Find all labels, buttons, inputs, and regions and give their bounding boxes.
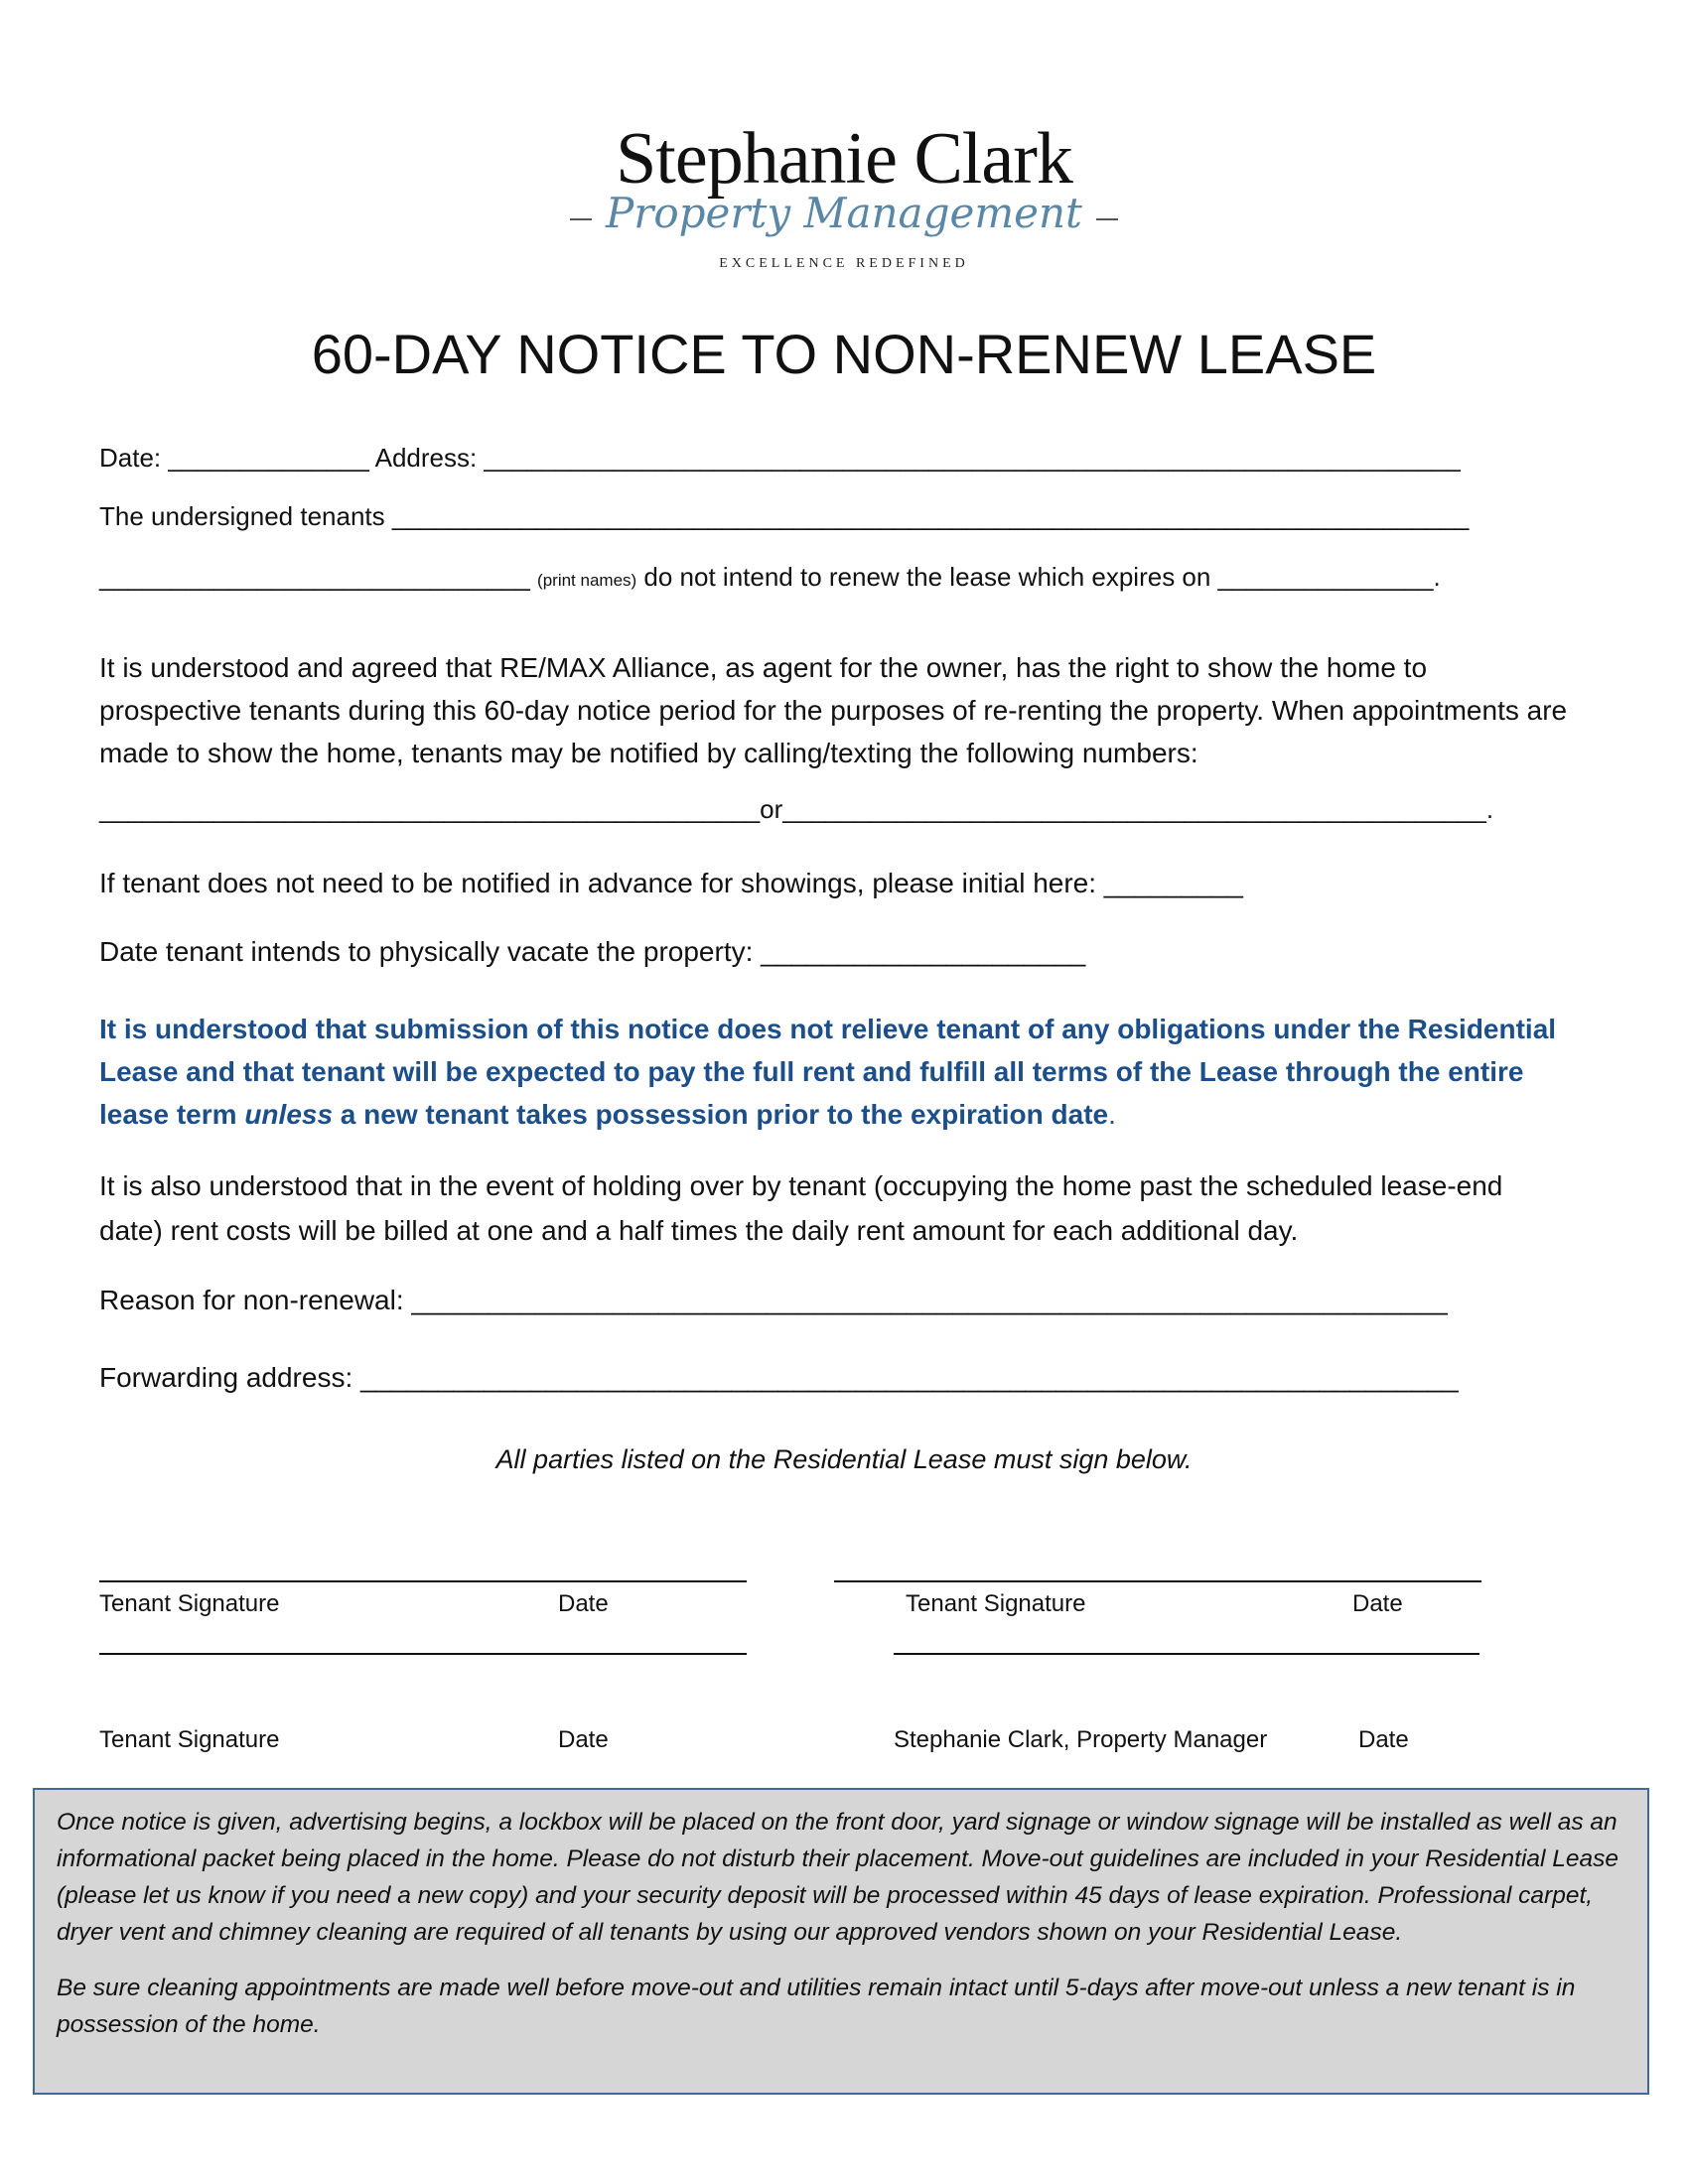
obligations-period: .	[1108, 1099, 1116, 1130]
tenant-signature-label-3: Tenant Signature	[99, 1726, 280, 1753]
logo-name: Stephanie Clark	[616, 118, 1072, 200]
tenants-field[interactable]: The undersigned tenants ___________________________________________________________________________	[99, 501, 1470, 531]
tenant-signature-line-3[interactable]	[99, 1653, 747, 1655]
obligations-notice	[99, 1008, 1569, 1136]
manager-signature-line[interactable]	[894, 1653, 1479, 1655]
logo-subtitle-row	[0, 189, 1688, 237]
tenant-signature-label-1: Tenant Signature	[99, 1590, 280, 1617]
obligations-emphasis: unless	[244, 1099, 334, 1130]
date-label-1: Date	[558, 1590, 609, 1617]
phone-numbers-field[interactable]: ______________________________________________or_________________________________________________.	[99, 794, 1494, 824]
manager-signature-label: Stephanie Clark, Property Manager	[894, 1726, 1268, 1753]
showing-agreement-paragraph: It is understood and agreed that RE/MAX Alliance, as agent for the owner, has the right to show the home to prospective tenants during this 60-day notice period for the purposes of re-renting the property. When appointments are made to show the home, tenants may be notified by calling/texting the following numbers:	[99, 652, 1568, 768]
initial-field[interactable]: If tenant does not need to be notified in advance for showings, please initial here: _________	[99, 868, 1243, 898]
print-names-label: (print names)	[537, 571, 637, 590]
move-out-info-box	[33, 1788, 1649, 2095]
obligations-text-1: It is understood that submission of this notice does not relieve tenant of any obligations under the Residential Lease and that tenant will be expected to pay the full rent and fulfill all terms of the Lease through the entire lease term	[99, 1014, 1557, 1130]
reason-field[interactable]: Reason for non-renewal: ___________________________________________________________________	[99, 1285, 1448, 1315]
tenant-signature-line-1[interactable]	[99, 1580, 747, 1582]
print-names-blank[interactable]: ______________________________	[99, 562, 530, 592]
page-title: 60-DAY NOTICE TO NON-RENEW LEASE	[311, 323, 1377, 385]
forwarding-address-field[interactable]: Forwarding address: _______________________________________________________________________	[99, 1362, 1459, 1393]
holdover-paragraph: It is also understood that in the event of holding over by tenant (occupying the home past the scheduled lease-end date) rent costs will be billed at one and a half times the daily rent amount for each additional day.	[99, 1170, 1503, 1246]
move-out-info-paragraph-1: Once notice is given, advertising begins, a lockbox will be placed on the front door, yard signage or window signage will be installed as well as an informational packet being placed in the home. Please do not disturb their placement. Move-out guidelines are included in your Residential Lease (please let us know if you need a new copy) and your security deposit will be processed within 45 days of lease expiration. Professional carpet, dryer vent and chimney cleaning are required of all tenants by using our approved vendors shown on your Residential Lease.	[57, 1809, 1619, 1946]
date-label-4: Date	[1358, 1726, 1409, 1753]
move-out-info-paragraph-2: Be sure cleaning appointments are made well before move-out and utilities remain intact until 5-days after move-out unless a new tenant is in possession of the home.	[57, 1975, 1576, 2038]
tenant-signature-line-2[interactable]	[834, 1580, 1481, 1582]
logo-dash-left	[570, 218, 592, 220]
print-names-row[interactable]	[99, 562, 1441, 593]
tenant-signature-label-2: Tenant Signature	[906, 1590, 1086, 1617]
obligations-text-2: a new tenant takes possession prior to the expiration date	[333, 1099, 1109, 1130]
date-label-2: Date	[1352, 1590, 1403, 1617]
logo-dash-right	[1096, 218, 1118, 220]
date-label-3: Date	[558, 1726, 609, 1753]
date-address-field[interactable]: Date: ______________ Address: ____________________________________________________________________	[99, 443, 1461, 473]
expiration-text: do not intend to renew the lease which expires on _______________.	[636, 562, 1441, 592]
signing-instruction: All parties listed on the Residential Lease must sign below.	[495, 1444, 1193, 1474]
logo-subtitle: Property Management	[606, 189, 1082, 237]
vacate-date-field[interactable]: Date tenant intends to physically vacate the property: _____________________	[99, 936, 1086, 967]
logo-tagline: EXCELLENCE REDEFINED	[719, 256, 969, 271]
